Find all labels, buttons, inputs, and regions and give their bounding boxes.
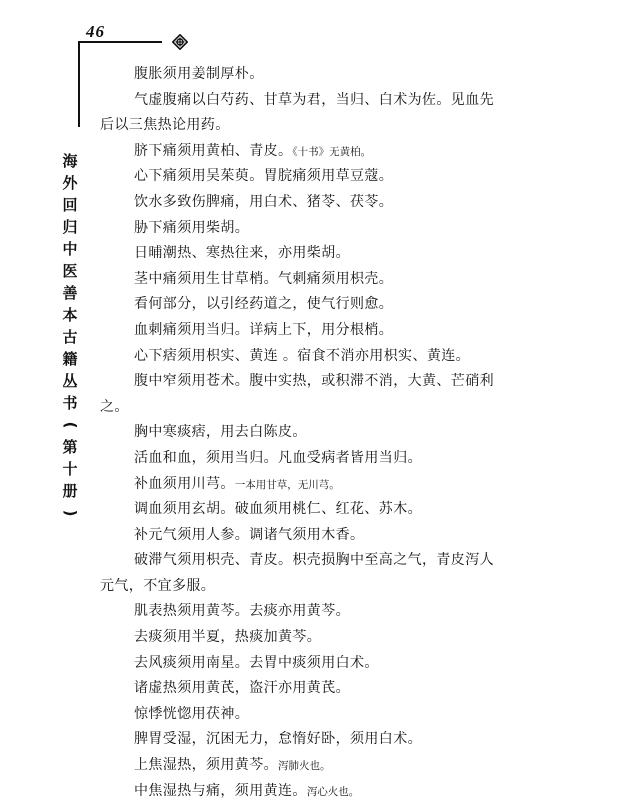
- main-text: 胸中寒痰痞，用去白陈皮。: [134, 424, 307, 441]
- series-title-char: 善: [62, 284, 78, 302]
- text-line: [100, 216, 568, 242]
- main-text: 上焦湿热，须用黄芩。: [134, 757, 278, 774]
- series-title-char: 书: [62, 394, 78, 412]
- text-line: [100, 241, 568, 267]
- main-text: 腹胀须用姜制厚朴。: [134, 66, 264, 82]
- body-text: [100, 62, 568, 804]
- main-text: 中焦湿热与痛，须用黄连。: [134, 782, 307, 799]
- main-text: 茎中痛须用生甘草梢。气刺痛须用枳壳。: [134, 270, 394, 287]
- text-line: [100, 599, 568, 625]
- series-title-char: (: [60, 421, 79, 429]
- main-text: 胁下痛须用柴胡。: [134, 219, 250, 236]
- main-text: 日晡潮热、寒热往来，亦用柴胡。: [134, 245, 350, 262]
- series-title-char: 海: [62, 152, 78, 170]
- text-line: [100, 651, 568, 677]
- annotation-note: 泻肺火也。: [278, 760, 331, 773]
- main-text: 肌表热须用黄芩。去痰亦用黄芩。: [134, 603, 350, 620]
- text-line: [100, 779, 568, 805]
- page-number: 46: [86, 22, 105, 41]
- text-line: [100, 446, 568, 472]
- annotation-note: 泻心火也。: [306, 785, 360, 798]
- main-text: 气虚腹痛以白芍药、甘草为君，当归、白术为佐。见血先: [134, 91, 494, 108]
- text-line: [100, 62, 568, 88]
- annotation-note: 《十书》无黄柏。: [292, 145, 372, 158]
- text-line: [100, 139, 568, 165]
- series-title-char: 本: [62, 306, 78, 324]
- text-line: [100, 548, 568, 574]
- main-text: 腹中窄须用苍术。腹中实热，或积滞不消，大黄、芒硝利: [134, 373, 494, 390]
- text-line: [100, 292, 568, 318]
- text-line: [100, 727, 568, 753]
- series-title-char: 十: [62, 460, 78, 478]
- series-title-char: 医: [62, 262, 78, 280]
- main-text: 去痰须用半夏，热痰加黄芩。: [134, 629, 322, 646]
- main-text: 脾胃受湿，沉困无力，怠惰好卧，须用白术。: [134, 731, 422, 748]
- main-text: 看何部分，以引经药道之，使气行则愈。: [134, 296, 394, 313]
- main-text: 脐下痛须用黄柏、青皮。: [134, 142, 293, 159]
- main-text: 心下痞须用枳实、黄连 。宿食不消亦用枳实、黄连。: [134, 347, 471, 364]
- main-text: 活血和血，须用当归。凡血受病者皆用当归。: [134, 449, 422, 466]
- series-title-char: 外: [62, 174, 78, 192]
- series-title-char: ): [60, 509, 79, 517]
- text-line: [100, 267, 568, 293]
- series-title-char: 丛: [62, 372, 78, 390]
- text-line: [100, 523, 568, 549]
- text-line: [100, 344, 568, 370]
- main-text: 补血须用川芎。: [134, 475, 235, 492]
- text-line: [100, 395, 568, 421]
- text-line: [100, 113, 568, 139]
- text-line: [100, 574, 568, 600]
- main-text: 之。: [100, 398, 129, 415]
- main-text: 破滞气须用枳壳、青皮。枳壳损胸中至高之气，青皮泻人: [134, 552, 494, 569]
- text-line: [100, 190, 568, 216]
- series-title-char: 回: [62, 196, 78, 214]
- main-text: 去风痰须用南星。去胃中痰须用白术。: [134, 654, 379, 671]
- text-line: [100, 472, 568, 498]
- main-text: 惊悸恍惚用茯神。: [134, 705, 250, 722]
- header-rule: [78, 41, 162, 43]
- annotation-note: 一本用甘草，无川芎。: [234, 478, 340, 491]
- main-text: 诸虚热须用黄芪，盗汗亦用黄芪。: [134, 680, 350, 697]
- series-title-char: 第: [62, 438, 78, 456]
- series-title: [58, 150, 82, 524]
- main-text: 饮水多致伤脾痛，用白术、猪苓、茯苓。: [134, 193, 394, 210]
- text-line: [100, 369, 568, 395]
- main-text: 调血须用玄胡。破血须用桃仁、红花、苏木。: [134, 501, 422, 518]
- text-line: [100, 420, 568, 446]
- text-line: [100, 676, 568, 702]
- series-title-char: 归: [62, 218, 78, 236]
- series-title-char: 籍: [62, 350, 78, 368]
- side-rule: [78, 41, 80, 127]
- text-line: [100, 625, 568, 651]
- main-text: 元气，不宜多服。: [100, 577, 216, 594]
- text-line: [100, 753, 568, 779]
- series-title-char: 中: [62, 240, 78, 258]
- diamond-ornament-icon: [172, 34, 188, 50]
- text-line: [100, 318, 568, 344]
- series-title-char: 古: [62, 328, 78, 346]
- series-title-char: 册: [62, 482, 78, 500]
- text-line: [100, 88, 568, 114]
- text-line: [100, 702, 568, 728]
- main-text: 补元气须用人参。调诸气须用木香。: [134, 526, 365, 543]
- main-text: 血刺痛须用当归。详病上下，用分根梢。: [134, 321, 394, 338]
- text-line: [100, 497, 568, 523]
- text-line: [100, 164, 568, 190]
- main-text: 后以三焦热论用药。: [100, 117, 230, 134]
- main-text: 心下痛须用吴茱萸。胃脘痛须用草豆蔻。: [134, 168, 394, 185]
